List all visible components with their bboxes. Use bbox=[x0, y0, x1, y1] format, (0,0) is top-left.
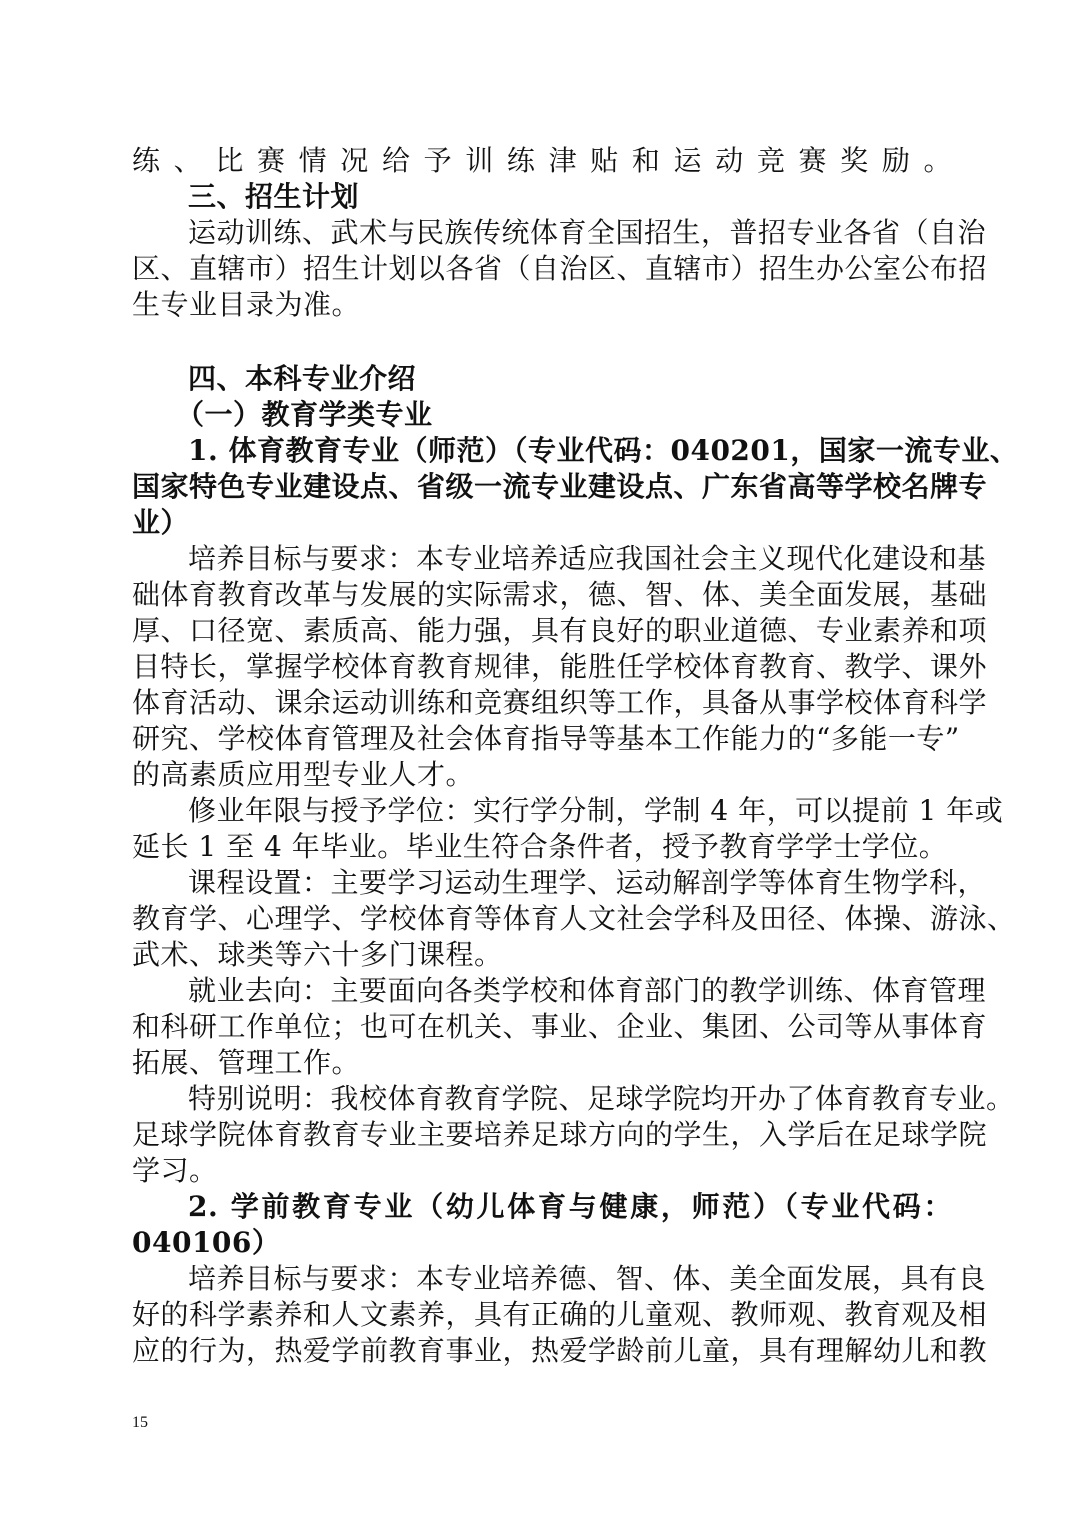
paragraph-line: 运动训练、武术与民族传统体育全国招生，普招专业各省（自治 bbox=[188, 216, 987, 249]
paragraph-line: 培养目标与要求：本专业培养德、智、体、美全面发展，具有良 bbox=[188, 1262, 987, 1295]
paragraph-line: 培养目标与要求：本专业培养适应我国社会主义现代化建设和基 bbox=[188, 542, 987, 575]
paragraph-line: 研究、学校体育管理及社会体育指导等基本工作能力的“多能一专” bbox=[132, 722, 960, 755]
major-heading: 040106） bbox=[132, 1226, 281, 1259]
major-heading: 国家特色专业建设点、省级一流专业建设点、广东省高等学校名牌专 bbox=[132, 470, 988, 503]
paragraph-line: 厚、口径宽、素质高、能力强，具有良好的职业道德、专业素养和项 bbox=[132, 614, 988, 647]
paragraph-line: 应的行为，热爱学前教育事业，热爱学龄前儿童，具有理解幼儿和教 bbox=[132, 1334, 988, 1367]
major-heading: 1. 体育教育专业（师范）（专业代码：040201，国家一流专业、 bbox=[188, 434, 1019, 467]
paragraph-line: 学习。 bbox=[132, 1154, 218, 1187]
paragraph-line: 础体育教育改革与发展的实际需求，德、智、体、美全面发展，基础 bbox=[132, 578, 988, 611]
paragraph-line: 武术、球类等六十多门课程。 bbox=[132, 938, 503, 971]
subsection-heading: （一）教育学类专业 bbox=[176, 398, 433, 431]
major-heading: 2. 学前教育专业（幼儿体育与健康，师范）（专业代码： bbox=[188, 1190, 952, 1223]
paragraph-line: 修业年限与授予学位：实行学分制，学制 4 年，可以提前 1 年或 bbox=[188, 794, 1004, 827]
page-number: 15 bbox=[132, 1414, 148, 1431]
paragraph-line: 生专业目录为准。 bbox=[132, 288, 361, 321]
paragraph-line: 延长 1 至 4 年毕业。毕业生符合条件者，授予教育学学士学位。 bbox=[132, 830, 948, 863]
paragraph-line: 足球学院体育教育专业主要培养足球方向的学生，入学后在足球学院 bbox=[132, 1118, 988, 1151]
paragraph-line: 就业去向：主要面向各类学校和体育部门的教学训练、体育管理 bbox=[188, 974, 987, 1007]
paragraph-line: 好的科学素养和人文素养，具有正确的儿童观、教师观、教育观及相 bbox=[132, 1298, 988, 1331]
paragraph-line: 特别说明：我校体育教育学院、足球学院均开办了体育教育专业。 bbox=[188, 1082, 1015, 1115]
paragraph-line: 和科研工作单位；也可在机关、事业、企业、集团、公司等从事体育 bbox=[132, 1010, 988, 1043]
paragraph-line: 拓展、管理工作。 bbox=[132, 1046, 361, 1079]
paragraph-line: 课程设置：主要学习运动生理学、运动解剖学等体育生物学科， bbox=[188, 866, 987, 899]
section-heading: 四、本科专业介绍 bbox=[188, 362, 417, 395]
section-heading: 三、招生计划 bbox=[188, 180, 360, 213]
paragraph-line: 区、直辖市）招生计划以各省（自治区、直辖市）招生办公室公布招 bbox=[132, 252, 988, 285]
paragraph-line: 练、比赛情况给予训练津贴和运动竞赛奖励。 bbox=[132, 144, 952, 177]
paragraph-line: 目特长，掌握学校体育教育规律，能胜任学校体育教育、教学、课外 bbox=[132, 650, 988, 683]
paragraph-line: 体育活动、课余运动训练和竞赛组织等工作，具备从事学校体育科学 bbox=[132, 686, 988, 719]
paragraph-line: 的高素质应用型专业人才。 bbox=[132, 758, 475, 791]
paragraph-line: 教育学、心理学、学校体育等体育人文社会学科及田径、体操、游泳、 bbox=[132, 902, 1016, 935]
major-heading: 业） bbox=[132, 506, 190, 539]
